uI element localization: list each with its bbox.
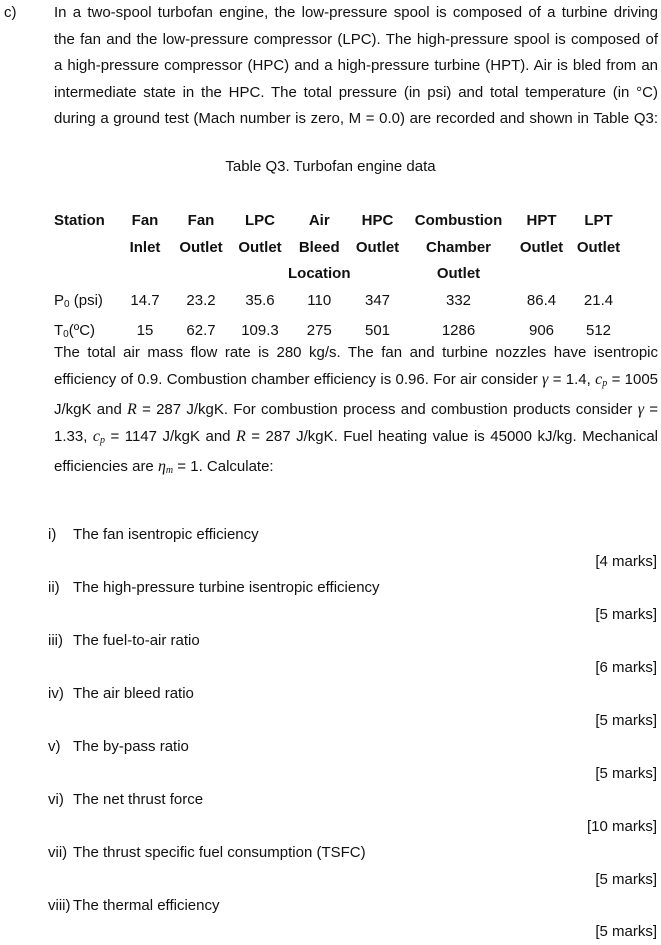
- item-number: iii): [48, 632, 63, 649]
- table-header-row: [54, 235, 627, 262]
- table-cell: 512: [585, 322, 612, 339]
- header-cell: Fan: [187, 212, 215, 229]
- row-label: [54, 288, 120, 319]
- question-item: [48, 526, 259, 543]
- header-cell: Combustion: [414, 212, 503, 229]
- table-header-row: [54, 261, 627, 288]
- intro-line: intermediate state in the HPC. The total pressure (in psi) and total temperature (in °C): [54, 83, 658, 101]
- table-cell: 62.7: [186, 322, 216, 339]
- table-cell: 347: [364, 291, 391, 309]
- given-text: = 287 J/kgK. Fuel heating value is 45000 kJ/kg. Mechanical: [251, 427, 659, 445]
- intro-line: the fan and the low-pressure compressor (LPC). The high-pressure spool is composed of: [54, 30, 658, 48]
- cp-symbol: $c_p$: [92, 427, 105, 446]
- given-line: [54, 424, 658, 455]
- question-item: [48, 579, 380, 596]
- marks-label: [5 marks]: [595, 606, 657, 623]
- row-label-main: T: [54, 322, 64, 339]
- cp-symbol: $c_p$: [595, 370, 608, 389]
- header-cell: Chamber: [425, 238, 492, 256]
- header-cell: Outlet: [576, 238, 621, 256]
- header-cell: Station: [54, 212, 105, 229]
- eta-symbol: $\eta_m$: [157, 458, 174, 476]
- question-item: [48, 738, 189, 755]
- header-cell: HPC: [361, 212, 394, 229]
- given-text: = 1.4,: [552, 370, 591, 388]
- marks-label: [5 marks]: [595, 871, 657, 888]
- intro-line: a high-pressure compressor (HPC) and a high-pressure turbine (HPT). Air is bled from an: [54, 57, 658, 74]
- header-cell: Outlet: [179, 238, 223, 256]
- question-item: [48, 685, 194, 702]
- item-text: The net thrust force: [73, 791, 204, 808]
- item-number: viii): [48, 897, 71, 914]
- given-paragraph: [54, 340, 658, 485]
- header-cell: [54, 235, 120, 262]
- header-cell: Inlet: [129, 238, 161, 256]
- item-text: The air bleed ratio: [73, 685, 194, 702]
- given-text: J/kgK and: [54, 401, 122, 418]
- header-cell: Bleed: [298, 238, 340, 256]
- header-cell: [513, 261, 571, 288]
- table-cell: 332: [445, 291, 472, 309]
- table-cell: 86.4: [526, 291, 557, 309]
- header-cell: Air: [308, 212, 330, 229]
- intro-line: In a two-spool turbofan engine, the low-pressure spool is composed of a turbine driving: [54, 4, 658, 21]
- given-text: = 287 J/kgK. For combustion process and combustion products consider: [142, 401, 633, 418]
- table-cell: 1286: [441, 322, 476, 339]
- header-cell: [571, 261, 627, 288]
- table-cell: 110: [307, 291, 332, 309]
- header-cell: [351, 261, 405, 288]
- question-item: [48, 791, 203, 808]
- item-text: The by-pass ratio: [73, 738, 189, 755]
- item-text: The high-pressure turbine isentropic efficiency: [73, 579, 380, 596]
- given-text: = 1147 J/kgK and: [110, 427, 231, 445]
- item-number: vi): [48, 791, 64, 808]
- given-text: efficiencies are: [54, 458, 154, 475]
- item-number: iv): [48, 685, 64, 702]
- marks-label: [5 marks]: [595, 712, 657, 729]
- given-line: The total air mass flow rate is 280 kg/s. The fan and turbine nozzles have isentropic: [54, 344, 658, 361]
- header-cell: [120, 261, 170, 288]
- question-label: c): [4, 4, 17, 21]
- header-cell: LPT: [584, 212, 613, 229]
- header-cell: Outlet: [519, 238, 564, 256]
- given-line: [54, 397, 658, 424]
- r-symbol: R: [127, 401, 137, 418]
- row-label-rest: (psi): [69, 291, 103, 309]
- header-cell: [232, 261, 288, 288]
- table-cell: 275: [306, 322, 332, 339]
- row-label-sub: 0: [64, 298, 70, 310]
- given-text: = 1005: [611, 370, 659, 388]
- table-cell: 35.6: [245, 291, 275, 309]
- table-row-pressure: [54, 288, 627, 319]
- given-text: 1.33,: [54, 427, 88, 445]
- question-item: [48, 897, 219, 914]
- marks-label: [5 marks]: [595, 923, 657, 940]
- header-cell: [170, 261, 232, 288]
- table-cell: 501: [364, 322, 391, 339]
- given-text: =: [649, 401, 659, 418]
- table-cell: 906: [528, 322, 555, 339]
- table-cell: 21.4: [583, 291, 614, 309]
- header-cell: Location: [288, 265, 351, 282]
- table-header-row: [54, 208, 627, 235]
- question-item: [48, 844, 366, 861]
- gamma-symbol: γ: [637, 401, 644, 418]
- marks-label: [5 marks]: [595, 765, 657, 782]
- item-text: The fuel-to-air ratio: [73, 632, 200, 649]
- table-cell: 14.7: [130, 291, 160, 309]
- table-cell: 109.3: [241, 322, 279, 339]
- given-text: efficiency of 0.9. Combustion chamber efficiency is 0.96. For air consider: [54, 370, 538, 388]
- item-number: i): [48, 526, 57, 543]
- given-line: [54, 454, 658, 485]
- item-number: ii): [48, 579, 60, 596]
- header-cell: Fan: [131, 212, 159, 229]
- item-text: The fan isentropic efficiency: [73, 526, 259, 543]
- item-number: vii): [48, 844, 68, 861]
- header-cell: Outlet: [355, 238, 400, 256]
- header-cell: HPT: [526, 212, 557, 229]
- header-cell: Outlet: [436, 265, 481, 282]
- header-cell: LPC: [245, 212, 275, 229]
- given-text: = 1. Calculate:: [177, 458, 274, 475]
- marks-label: [4 marks]: [595, 553, 657, 570]
- intro-line: during a ground test (Mach number is zero, M = 0.0) are recorded and shown in Table Q3:: [54, 110, 658, 127]
- item-number: v): [48, 738, 61, 755]
- gamma-symbol: γ: [542, 370, 549, 388]
- row-label-sub: 0: [63, 329, 69, 340]
- marks-label: [10 marks]: [586, 818, 657, 835]
- marks-label: [6 marks]: [595, 659, 657, 676]
- item-text: The thermal efficiency: [73, 897, 220, 914]
- table-caption: Table Q3. Turbofan engine data: [225, 158, 436, 175]
- given-line: [54, 367, 658, 398]
- row-label-rest: (ºC): [68, 322, 96, 339]
- header-cell: Outlet: [238, 238, 282, 256]
- row-label-main: P: [54, 291, 65, 309]
- intro-paragraph: [54, 0, 658, 133]
- item-text: The thrust specific fuel consumption (TSFC): [73, 844, 366, 861]
- table-cell: 23.2: [186, 291, 216, 309]
- r-symbol: R: [236, 427, 246, 445]
- table-cell: 15: [136, 322, 154, 339]
- turbofan-data-table: [54, 208, 627, 349]
- header-cell: [54, 261, 120, 288]
- question-item: [48, 632, 200, 649]
